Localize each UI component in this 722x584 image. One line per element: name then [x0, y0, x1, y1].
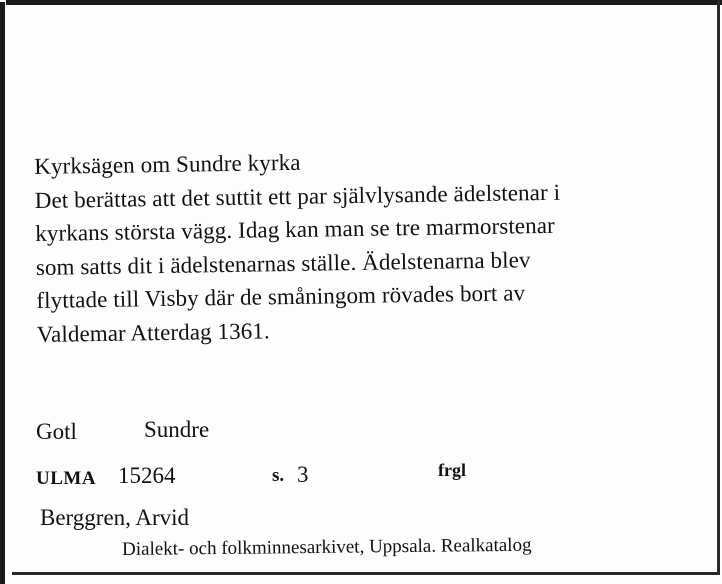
archive-footer: Dialekt- och folkminnesarkivet, Uppsala. Realkatalog — [122, 534, 532, 560]
region-label: Gotl — [36, 419, 77, 444]
collector-name: Berggren, Arvid — [40, 505, 190, 530]
body-line: som satts dit i ädelstenarnas ställe. Ädelstenarna blev — [35, 246, 531, 280]
body-line: kyrkans största vägg. Idag kan man se tre marmorstenar — [35, 212, 555, 246]
archive-code: ULMA — [36, 468, 97, 489]
place-label: Sundre — [144, 417, 210, 442]
body-line: Valdemar Atterdag 1361. — [36, 317, 270, 347]
card-title: Kyrksägen om Sundre kyrka — [34, 149, 301, 179]
card-border-left — [0, 2, 5, 584]
body-line: Det berättas att det suttit ett par självlysande ädelstenar i — [34, 179, 561, 213]
card-border-right — [717, 0, 720, 574]
card-text-block — [34, 140, 687, 351]
card-border-bottom — [12, 572, 720, 575]
body-line: flyttade till Visby där de småningom rövades bort av — [36, 280, 526, 313]
page-label: s. — [272, 465, 285, 486]
page-number: 3 — [297, 462, 309, 487]
archive-number: 15264 — [118, 463, 176, 488]
record-type: frgl — [438, 460, 466, 480]
card-border-top — [6, 0, 722, 5]
